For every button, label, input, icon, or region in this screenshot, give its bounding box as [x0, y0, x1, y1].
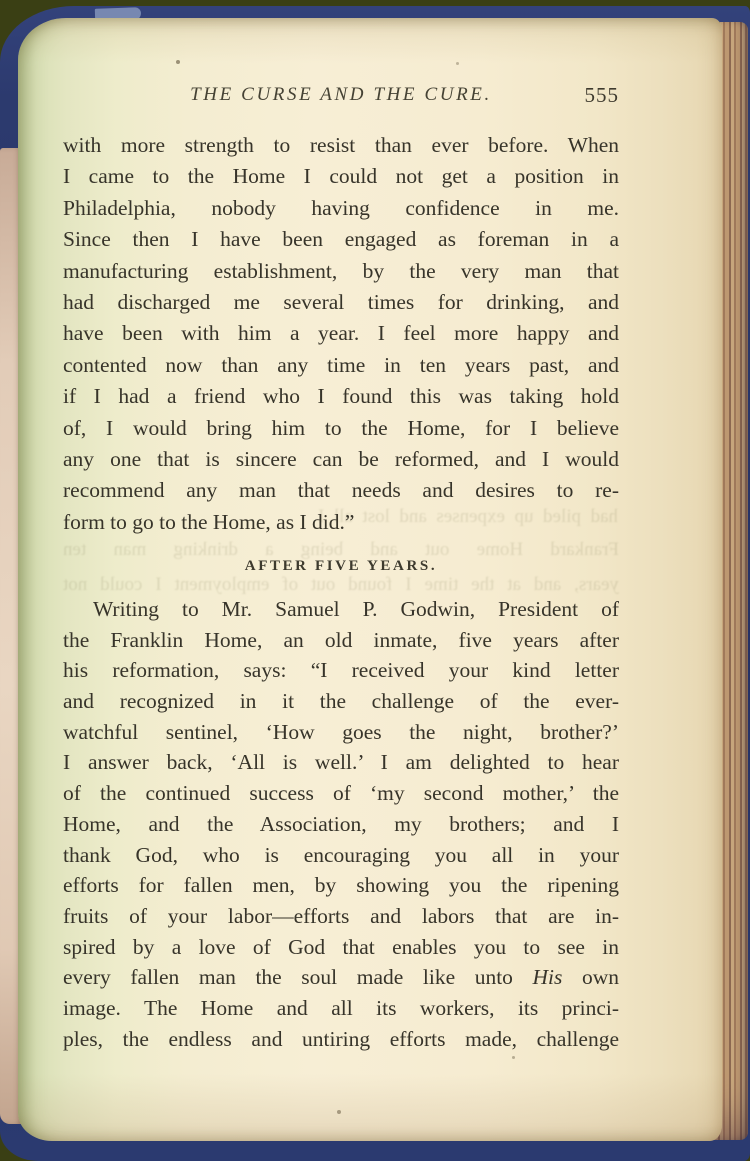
- bleedthrough-text: years, and at the time I found out of employment I could not: [63, 574, 619, 595]
- italic-word: His: [532, 965, 563, 990]
- text-line: spired by a love of God that enables you to see in: [63, 934, 619, 959]
- text-line: thank God, who is encouraging you all in your: [63, 842, 619, 867]
- text-line: with more strength to resist than ever before. When: [63, 133, 619, 157]
- text-line: Writing to Mr. Samuel P. Godwin, President of: [93, 597, 619, 621]
- text-line: Since then I have been engaged as foreman in a: [63, 227, 619, 252]
- text-line: Home, and the Association, my brothers; and I: [63, 811, 619, 836]
- text-line: manufacturing establishment, by the very man that: [63, 258, 619, 283]
- text-line: his reformation, says: “I received your kind letter: [63, 658, 619, 683]
- text-line: I came to the Home I could not get a position in: [63, 164, 619, 189]
- text-line: I answer back, ‘All is well.’ I am delighted to hear: [63, 750, 619, 775]
- text-line: of the continued success of ‘my second mother,’ the: [63, 781, 619, 806]
- page-speck: [337, 1110, 341, 1114]
- paragraph-second: [63, 597, 619, 1057]
- text-line: image. The Home and all its workers, its princi-: [63, 995, 619, 1020]
- text-line: efforts for fallen men, by showing you the ripening: [63, 873, 619, 898]
- section-heading: AFTER FIVE YEARS.: [244, 558, 438, 574]
- text-line: Philadelphia, nobody having confidence in me.: [63, 195, 619, 220]
- text-line: any one that is sincere can be reformed, and I would: [63, 446, 619, 471]
- text-line: of, I would bring him to the Home, for I believe: [63, 415, 619, 440]
- text-line: [63, 965, 619, 996]
- text-line: contented now than any time in ten years past, and: [63, 352, 619, 377]
- text-line: form to go to the Home, as I did.”: [63, 509, 355, 534]
- text-line: ples, the endless and untiring efforts made, challenge: [63, 1026, 619, 1051]
- bleedthrough-text: had piled up expenses and lost all I: [318, 506, 618, 527]
- text-segment: every fallen man the soul made like unto: [63, 965, 533, 990]
- paragraph-first: [63, 133, 619, 541]
- text-line: watchful sentinel, ‘How goes the night, brother?’: [63, 719, 619, 744]
- text-line: if I had a friend who I found this was taking hold: [63, 384, 619, 409]
- text-line: recommend any man that needs and desires to re-: [63, 478, 619, 503]
- text-line: have been with him a year. I feel more happy and: [63, 321, 619, 346]
- page-speck: [176, 60, 180, 64]
- running-head: THE CURSE AND THE CURE.: [190, 84, 492, 105]
- text-line: and recognized in it the challenge of the ever-: [63, 689, 619, 714]
- text-line: the Franklin Home, an old inmate, five years after: [63, 627, 619, 652]
- text-segment: own: [562, 965, 619, 990]
- text-line: had discharged me several times for drinking, and: [63, 289, 619, 314]
- book-page: [18, 18, 722, 1141]
- page-header: [63, 84, 619, 114]
- text-line: fruits of your labor—efforts and labors that are in-: [63, 903, 619, 928]
- bleedthrough-text: Frankard Home out and being a drinking man ten: [63, 539, 619, 560]
- page-speck: [456, 62, 459, 65]
- page-number: 555: [584, 83, 619, 107]
